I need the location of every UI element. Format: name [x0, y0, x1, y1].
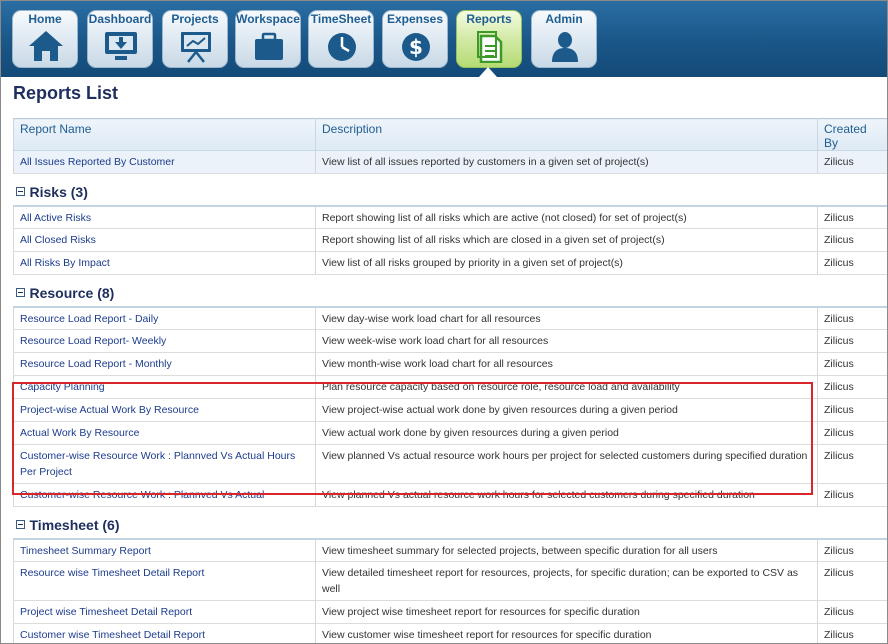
report-link[interactable]: Resource Load Report- Weekly: [20, 335, 167, 347]
nav-tab-label: Projects: [171, 12, 219, 26]
report-name-cell: [14, 376, 316, 399]
document-icon: [472, 29, 508, 63]
report-link[interactable]: All Closed Risks: [20, 234, 96, 246]
nav-tab-timesheet[interactable]: [308, 10, 374, 68]
nav-tab-label: Reports: [466, 12, 512, 26]
report-created-by: Zilicus: [818, 330, 888, 353]
reports-table: [13, 118, 888, 644]
table-row: [14, 422, 888, 445]
report-name-cell: [14, 562, 316, 601]
group-header-resource: [14, 275, 888, 307]
report-link[interactable]: All Active Risks: [20, 211, 92, 224]
table-row: [14, 601, 888, 624]
report-description: View project-wise actual work done by given resources during a given period: [316, 399, 818, 422]
report-link[interactable]: Customer-wise Resource Work : Plannved Vs Actual Hours Per Project: [20, 450, 296, 478]
report-link[interactable]: Resource Load Report - Monthly: [20, 358, 172, 370]
report-name-cell: [14, 539, 316, 562]
report-link[interactable]: Capacity Planning: [20, 381, 105, 393]
report-name-cell: [14, 229, 316, 252]
report-description: View customer wise timesheet report for resources for specific duration: [316, 624, 818, 644]
report-name-cell: [14, 624, 316, 644]
collapse-toggle-icon[interactable]: [16, 187, 25, 196]
report-name-cell: [14, 151, 316, 174]
column-header-created-by[interactable]: Created By: [818, 119, 888, 151]
report-link[interactable]: Customer wise Timesheet Detail Report: [20, 629, 205, 641]
report-created-by: Zilicus: [818, 422, 888, 445]
group-header-cell: [14, 275, 888, 307]
report-created-by: Zilicus: [818, 151, 888, 174]
report-link[interactable]: Project wise Timesheet Detail Report: [20, 606, 193, 618]
report-description: View list of all risks grouped by priority in a given set of project(s): [316, 252, 818, 275]
nav-tab-label: Dashboard: [88, 12, 152, 26]
clock-icon: [324, 29, 360, 63]
report-name-cell: [14, 484, 316, 507]
nav-tab-workspace[interactable]: [235, 10, 301, 68]
report-created-by: Zilicus: [818, 445, 888, 484]
table-row: [14, 353, 888, 376]
table-row: [14, 445, 888, 484]
report-link[interactable]: Resource wise Timesheet Detail Report: [20, 567, 205, 579]
report-created-by: Zilicus: [818, 376, 888, 399]
nav-tab-admin[interactable]: [531, 10, 597, 68]
dollar-coin-icon: [398, 29, 434, 63]
report-description: Report showing list of all risks which are active (not closed) for set of project(s): [316, 206, 818, 229]
table-row: [14, 562, 888, 601]
column-header-report-name[interactable]: Report Name: [14, 119, 316, 151]
report-description: View week-wise work load chart for all resources: [316, 330, 818, 353]
report-name-cell: [14, 330, 316, 353]
report-description: View project wise timesheet report for resources for specific duration: [316, 601, 818, 624]
report-created-by: Zilicus: [818, 353, 888, 376]
group-header-cell: [14, 174, 888, 206]
group-title: Risks (3): [29, 184, 88, 200]
report-link[interactable]: All Risks By Impact: [20, 257, 110, 269]
table-row: [14, 330, 888, 353]
report-description: View actual work done by given resources during a given period: [316, 422, 818, 445]
nav-tab-reports[interactable]: [456, 10, 522, 68]
report-created-by: Zilicus: [818, 562, 888, 601]
top-navigation-bar: [1, 1, 888, 77]
table-row: [14, 624, 888, 644]
nav-tab-label: Admin: [545, 12, 583, 26]
report-created-by: Zilicus: [818, 307, 888, 330]
report-name-cell: [14, 206, 316, 229]
report-name-cell: [14, 422, 316, 445]
monitor-icon: [103, 29, 139, 63]
collapse-toggle-icon[interactable]: [16, 288, 25, 297]
group-title: Resource (8): [29, 285, 115, 301]
report-name-cell: [14, 252, 316, 275]
report-created-by: Zilicus: [818, 229, 888, 252]
table-row: [14, 151, 888, 174]
svg-text:$: $: [409, 35, 423, 59]
user-silhouette-icon: [547, 29, 583, 63]
report-created-by: Zilicus: [818, 484, 888, 507]
report-name-cell: [14, 601, 316, 624]
active-tab-pointer: [479, 67, 497, 77]
report-link[interactable]: Customer-wise Resource Work : Plannved Vs Actual: [20, 489, 265, 501]
nav-tab-label: TimeSheet: [310, 12, 372, 26]
report-created-by: Zilicus: [818, 399, 888, 422]
group-title: Timesheet (6): [29, 517, 120, 533]
nav-tab-label: Workspace: [236, 12, 300, 26]
report-description: Report showing list of all risks which are closed in a given set of project(s): [316, 229, 818, 252]
report-created-by: Zilicus: [818, 252, 888, 275]
report-created-by: Zilicus: [818, 206, 888, 229]
report-description: View planned Vs actual resource work hours for selected customers during specified duration: [316, 484, 818, 507]
report-link[interactable]: Project-wise Actual Work By Resource: [20, 404, 199, 416]
table-row: [14, 539, 888, 562]
table-header-row: [14, 119, 888, 151]
group-header-cell: [14, 507, 888, 539]
table-row: [14, 229, 888, 252]
report-name-cell: [14, 399, 316, 422]
report-description: View list of all issues reported by customers in a given set of project(s): [316, 151, 818, 174]
report-description: View planned Vs actual resource work hours per project for selected customers during specified duration: [316, 445, 818, 484]
table-row: [14, 484, 888, 507]
report-created-by: Zilicus: [818, 601, 888, 624]
presentation-board-icon: [178, 29, 214, 63]
column-header-description[interactable]: Description: [316, 119, 818, 151]
table-row: [14, 307, 888, 330]
report-description: View detailed timesheet report for resources, projects, for specific duration; can be exported to CSV as well: [316, 562, 818, 601]
nav-tab-dashboard[interactable]: [87, 10, 153, 68]
briefcase-icon: [251, 29, 287, 63]
home-icon: [28, 29, 64, 63]
table-row: [14, 376, 888, 399]
report-name-cell: [14, 307, 316, 330]
group-header-risks: [14, 174, 888, 206]
nav-tab-home[interactable]: [12, 10, 78, 68]
table-row: [14, 399, 888, 422]
report-link[interactable]: Timesheet Summary Report: [20, 544, 151, 557]
report-description: View day-wise work load chart for all resources: [316, 307, 818, 330]
report-name-cell: [14, 353, 316, 376]
table-row: [14, 252, 888, 275]
nav-tab-expenses[interactable]: [382, 10, 448, 68]
report-link[interactable]: Resource Load Report - Daily: [20, 312, 159, 325]
nav-tab-label: Expenses: [386, 12, 444, 26]
group-header-timesheet: [14, 507, 888, 539]
report-description: View timesheet summary for selected projects, between specific duration for all users: [316, 539, 818, 562]
table-row: [14, 206, 888, 229]
page-title: Reports List: [13, 83, 119, 103]
report-link[interactable]: Actual Work By Resource: [20, 427, 140, 439]
report-description: View month-wise work load chart for all resources: [316, 353, 818, 376]
report-description: Plan resource capacity based on resource role, resource load and availability: [316, 376, 818, 399]
report-link[interactable]: All Issues Reported By Customer: [20, 156, 175, 168]
nav-tab-projects[interactable]: [162, 10, 228, 68]
report-created-by: Zilicus: [818, 624, 888, 644]
nav-tab-label: Home: [28, 12, 62, 26]
collapse-toggle-icon[interactable]: [16, 520, 25, 529]
report-created-by: Zilicus: [818, 539, 888, 562]
report-name-cell: [14, 445, 316, 484]
